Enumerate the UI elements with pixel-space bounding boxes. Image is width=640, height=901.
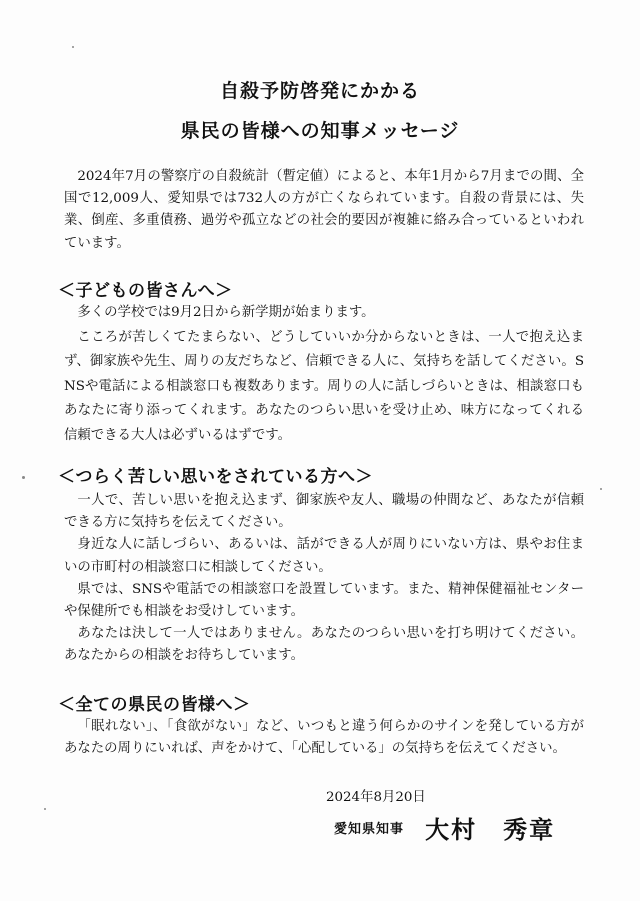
intro-section (64, 166, 584, 255)
signature (334, 810, 555, 845)
section-heading-suffering: ＜つらく苦しい思いをされている方へ＞ (58, 467, 373, 487)
paragraph: 「眠れない」、「食欲がない」など、いつもと違う何らかのサインを発している方があなたの周りにいれば、声をかけて、「心配している」の気持ちを伝えてください。 (64, 719, 584, 757)
section-children (64, 301, 584, 449)
paragraph: 県では、SNSや電話での相談窓口を設置しています。また、精神保健福祉センターや保健所でも相談をお受けしています。 (64, 581, 584, 620)
paragraph: 身近な人に話しづらい、あるいは、話ができる人が周りにいない方は、県やお住まいの市町村の相談窓口に相談してください。 (64, 537, 584, 575)
signature-name: 大村 秀章 (425, 815, 556, 844)
paragraph: 多くの学校では9月2日から新学期が始まります。 (77, 305, 375, 320)
document-date: 2024年8月20日 (326, 790, 426, 805)
scan-speck (44, 808, 46, 810)
scan-speck (72, 46, 74, 48)
section-suffering (64, 490, 584, 668)
paragraph: 一人で、苦しい思いを抱え込まず、御家族や友人、職場の仲間など、あなたが信頼できる方に気持ちを伝えてください。 (64, 493, 584, 531)
signature-title: 愛知県知事 (334, 822, 405, 837)
section-all-residents (64, 716, 584, 760)
scan-speck (600, 488, 602, 490)
intro-paragraph: 2024年7月の警察庁の自殺統計（暫定値）によると、本年1月から7月までの間、全国で12,009人、愛知県では732人の方が亡くなられています。自殺の背景には、失業、倒産、多重債務、過労や孤立などの社会的要因が複雑に絡み合っているといわれています。 (64, 169, 584, 251)
section-heading-children: ＜子どもの皆さんへ＞ (58, 281, 233, 301)
paragraph: こころが苦しくてたまらない、どうしていいか分からないときは、一人で抱え込まず、御家族や先生、周りの友だちなど、信頼できる人に、気持ちを話してください。SNSや電話による相談窓口も複数あります。周りの人に話しづらいときは、相談窓口もあなたに寄り添ってくれます。あなたのつらい思いを受け止め、味方になってくれる信頼できる大人は必ずいるはずです。 (64, 329, 584, 443)
paragraph: あなたは決して一人ではありません。あなたのつらい思いを打ち明けてください。あなたからの相談をお待ちしています。 (64, 626, 584, 664)
document-title-line1: 自殺予防啓発にかかる (219, 80, 420, 102)
section-heading-all-residents: ＜全ての県民の皆様へ＞ (58, 695, 251, 715)
scan-speck (22, 476, 25, 479)
document-title-line2: 県民の皆様への知事メッセージ (180, 120, 460, 142)
